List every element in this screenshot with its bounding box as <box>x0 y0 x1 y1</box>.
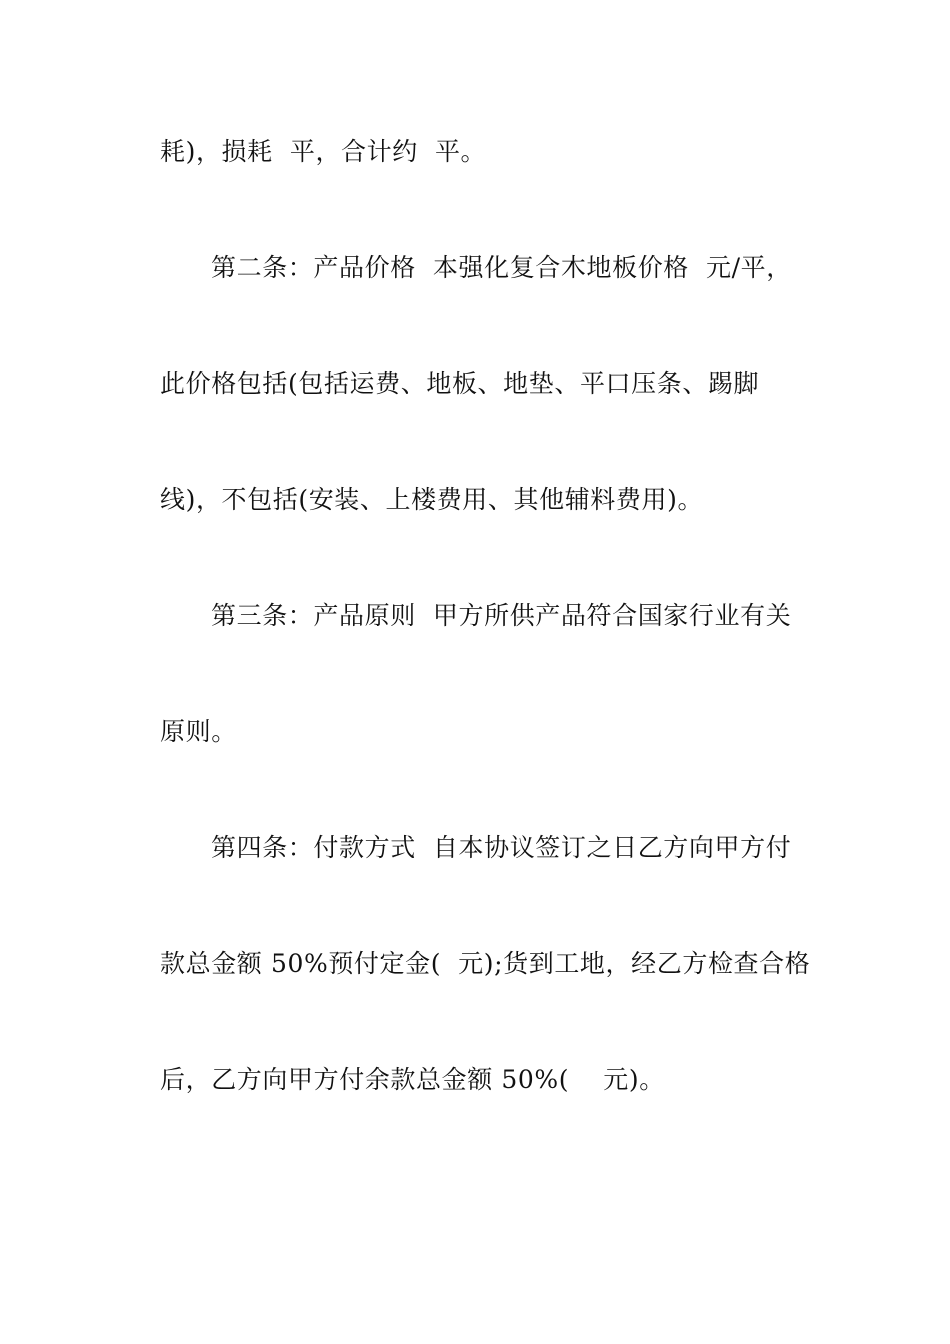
text-line-4: 线)，不包括(安装、上楼费用、其他辅料费用)。 <box>160 485 704 514</box>
text-line-6: 原则。 <box>160 717 237 746</box>
text-line-8: 款总金额 50%预付定金( 元);货到工地，经乙方检查合格 <box>160 949 811 978</box>
text-line-9: 后，乙方向甲方付余款总金额 50%( 元)。 <box>160 1065 665 1094</box>
clause-3-heading-line: 第三条：产品原则 甲方所供产品符合国家行业有关 <box>211 601 792 630</box>
clause-4-heading-line: 第四条：付款方式 自本协议签订之日乙方向甲方付 <box>211 833 792 862</box>
text-line-1: 耗)，损耗 平，合计约 平。 <box>160 137 487 166</box>
text-line-3: 此价格包括(包括运费、地板、地垫、平口压条、踢脚 <box>160 369 760 398</box>
clause-2-heading-line: 第二条：产品价格 本强化复合木地板价格 元/平， <box>211 253 792 282</box>
